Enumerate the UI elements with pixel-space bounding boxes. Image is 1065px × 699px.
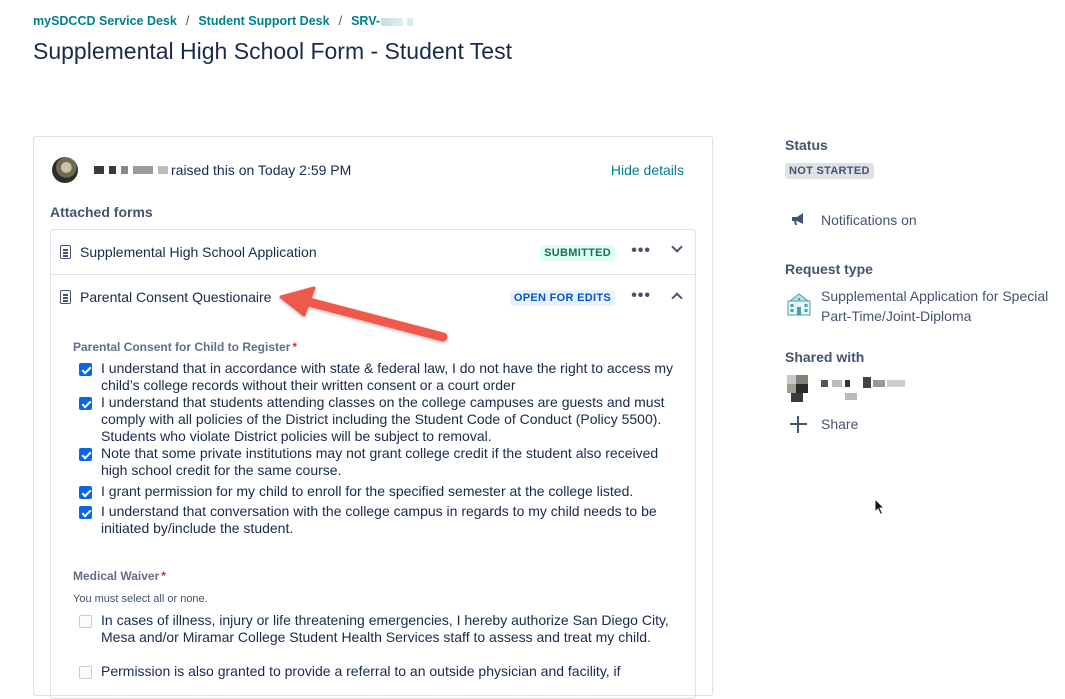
breadcrumb-service-desk[interactable]: mySDCCD Service Desk [33, 14, 177, 28]
form-name[interactable]: Parental Consent Questionaire [80, 289, 272, 305]
raised-by-line [94, 162, 351, 178]
shared-with-heading: Shared with [785, 349, 865, 365]
checkbox-label: In cases of illness, injury or life threatening emergencies, I hereby authorize San Diego City, Mesa and/or Miramar College Student Health Services staff to assess and treat my child. [101, 612, 669, 645]
medical-checkbox-item[interactable] [79, 663, 679, 680]
chevron-down-icon[interactable] [671, 241, 682, 252]
breadcrumb-student-support-desk[interactable]: Student Support Desk [198, 14, 330, 28]
avatar [52, 157, 78, 183]
breadcrumb [33, 14, 413, 28]
raised-timestamp: raised this on Today 2:59 PM [171, 162, 352, 178]
more-actions-button[interactable]: ••• [631, 287, 651, 304]
breadcrumb-separator: / [338, 14, 343, 28]
request-type-heading: Request type [785, 261, 873, 277]
share-button[interactable]: Share [821, 416, 859, 432]
consent-checkbox-item[interactable] [79, 394, 679, 445]
plus-icon[interactable] [790, 416, 807, 433]
form-row-application[interactable] [51, 230, 695, 275]
form-row-parental-consent[interactable] [51, 275, 695, 320]
consent-checkbox-item[interactable] [79, 483, 679, 500]
consent-checkbox-item[interactable] [79, 445, 679, 479]
status-badge-submitted: SUBMITTED [540, 245, 615, 261]
notifications-toggle[interactable]: Notifications on [821, 212, 917, 228]
form-document-icon [60, 290, 71, 304]
checkbox-unchecked[interactable] [79, 615, 92, 628]
page-title: Supplemental High School Form - Student Test [33, 38, 512, 64]
checkbox-checked[interactable] [79, 486, 92, 499]
checkbox-label: Note that some private institutions may not grant college credit if the student also received high school credit for the same course. [101, 445, 659, 478]
checkbox-checked[interactable] [79, 506, 92, 519]
hide-details-link[interactable]: Hide details [610, 162, 684, 178]
checkbox-checked[interactable] [79, 363, 92, 376]
checkbox-label: I understand that conversation with the college campus in regards to my child needs to be initiated by/include the student. [101, 503, 657, 536]
checkbox-checked[interactable] [79, 397, 92, 410]
required-mark: * [161, 569, 166, 583]
breadcrumb-request-id[interactable]: SRV- [351, 14, 413, 28]
school-building-icon [787, 292, 811, 316]
required-mark: * [292, 340, 298, 354]
checkbox-label: I grant permission for my child to enroll for the specified semester at the college listed. [101, 483, 634, 499]
shared-participant-redacted [787, 375, 917, 405]
consent-checkbox-item[interactable] [79, 503, 679, 537]
checkbox-unchecked[interactable] [79, 666, 92, 679]
mouse-cursor-icon [874, 498, 886, 516]
form-name[interactable]: Supplemental High School Application [80, 244, 317, 260]
megaphone-icon[interactable] [791, 212, 805, 226]
consent-section-label: Parental Consent for Child to Register * [73, 340, 298, 354]
consent-checkbox-item[interactable] [79, 360, 679, 394]
medical-waiver-label: Medical Waiver * [73, 569, 166, 583]
request-type-value: Supplemental Application for Special Part-Time/Joint-Diploma [821, 288, 1049, 324]
breadcrumb-separator: / [185, 14, 190, 28]
attached-forms-heading: Attached forms [50, 204, 153, 220]
chevron-up-icon[interactable] [671, 292, 682, 303]
checkbox-label: I understand that students attending classes on the college campuses are guests and must comply with all policies of the District including the Student Code of Conduct (Policy 5500). Students who violate District policies will be subject to removal. [101, 394, 665, 444]
checkbox-label: Permission is also granted to provide a referral to an outside physician and facility, if [101, 663, 621, 679]
checkbox-checked[interactable] [79, 448, 92, 461]
status-badge[interactable]: NOT STARTED [785, 163, 874, 179]
medical-checkbox-item[interactable] [79, 612, 679, 646]
status-badge-open-for-edits: OPEN FOR EDITS [510, 290, 615, 306]
form-document-icon [60, 245, 71, 259]
reporter-name-redacted [94, 166, 168, 174]
medical-waiver-helper: You must select all or none. [73, 593, 208, 605]
checkbox-label: I understand that in accordance with state & federal law, I do not have the right to access my child’s college records without their written consent or a court order [101, 360, 673, 393]
status-heading: Status [785, 137, 828, 153]
more-actions-button[interactable]: ••• [631, 242, 651, 259]
